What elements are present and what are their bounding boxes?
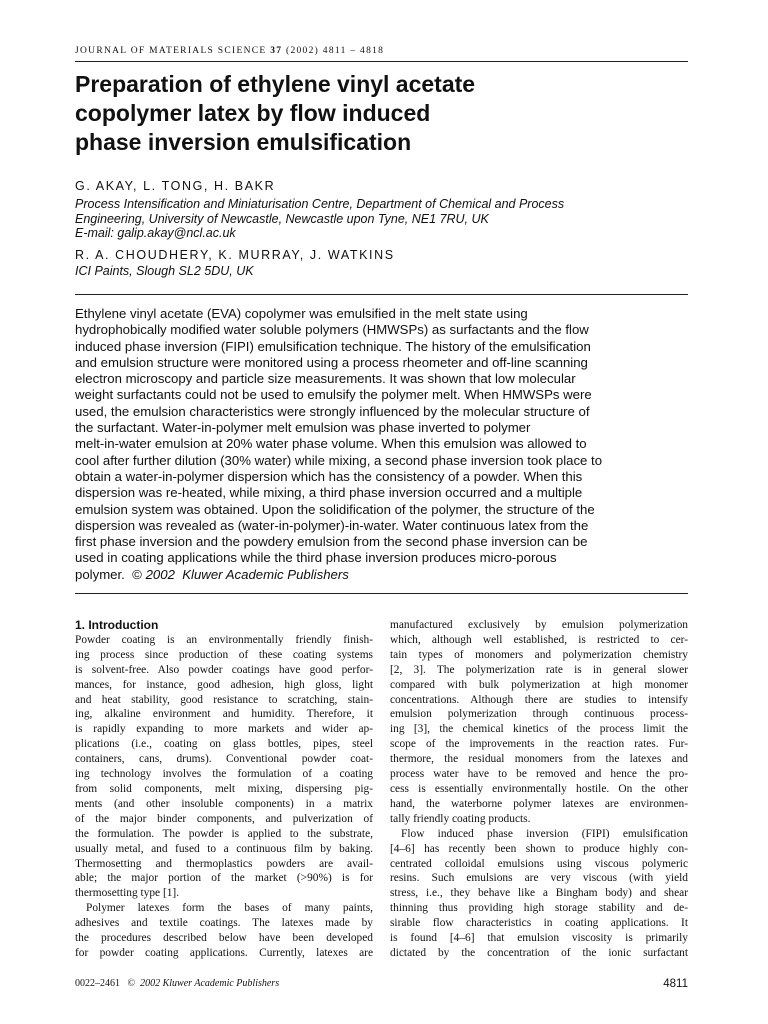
body-line: ing process since production of these coating systems (75, 648, 373, 661)
body-line: is solvent-free. Also powder coatings have good perfor- (75, 663, 373, 676)
author-email: E-mail: galip.akay@ncl.ac.uk (75, 226, 236, 240)
abstract-bottom-rule (75, 593, 688, 594)
abstract-line: weight surfactants could not be used to emulsify the polymer melt. When HMWSPs were (75, 387, 592, 403)
body-line: is rapidly expanding to more markets and wider ap- (75, 723, 373, 736)
abstract-line: electron microscopy and particle size measurements. It was shown that low molecular (75, 371, 576, 387)
body-line: cess is essentially environmentally hostile. On the other (390, 782, 688, 795)
body-line: tain types of monomers and polymerization chemistry (390, 648, 688, 661)
body-line: plications (i.e., coating on glass bottles, pipes, steel (75, 738, 373, 751)
body-line: usually metal, and fused to a continuous film by baking. (75, 842, 373, 855)
footer-copyright-symbol: © (127, 978, 136, 989)
body-line: tally friendly coating products. (390, 812, 531, 825)
left-column (75, 618, 373, 961)
right-column (390, 618, 688, 961)
journal-name: JOURNAL OF MATERIALS SCIENCE (75, 46, 267, 56)
body-line: Powder coating is an environmentally friendly finish- (75, 633, 373, 646)
footer-publisher: 2002 Kluwer Academic Publishers (140, 978, 280, 989)
section-heading: 1. Introduction (75, 618, 159, 632)
body-line: thinning thus providing high storage stability and de- (390, 902, 688, 915)
abstract-top-rule (75, 294, 688, 295)
body-line: thermore, the residual monomers from the latexes and (390, 753, 688, 766)
affiliation-line: Process Intensification and Miniaturisation Centre, Department of Chemical and Process (75, 197, 565, 211)
body-line: dictated by the concentration of the ionic surfactant (390, 946, 688, 959)
body-line: [4–6] has recently been shown to produce highly con- (390, 842, 688, 855)
abstract-line: dispersion was re-heated, while mixing, a third phase inversion occurred and a multiple (75, 485, 583, 501)
title-line: phase inversion emulsification (75, 129, 412, 155)
body-line: ing technology involves the formulation of a coating (75, 768, 373, 781)
paper-title (75, 70, 688, 157)
journal-year-pages: (2002) 4811 – 4818 (285, 46, 385, 56)
body-line: sirable flow characteristics in coating applications. It (390, 917, 688, 930)
abstract-line: first phase inversion and the powdery emulsion from the second phase inversion can be (75, 534, 588, 550)
abstract-publisher: Kluwer Academic Publishers (182, 566, 349, 582)
body-line: mances, for instance, good adhesion, high gloss, light (75, 678, 373, 691)
abstract-end-text: polymer. (75, 566, 125, 582)
body-line: Thermosetting and thermoplastics powders are avail- (75, 857, 373, 870)
body-line: concentrations. Although there are studies to intensify (390, 693, 688, 706)
body-line: compared with bulk polymerization at high monomer (390, 678, 688, 691)
abstract-line: melt-in-water emulsion at 20% water phase volume. When this emulsion was allowed to (75, 436, 587, 452)
abstract-line-last (75, 567, 688, 583)
body-line: for powder coating applications. Currently, latexes are (75, 946, 373, 959)
body-line: manufactured exclusively by emulsion polymerization (390, 619, 688, 631)
affiliation-2 (75, 264, 688, 279)
abstract (75, 306, 688, 583)
body-line: thermosetting type [1]. (75, 887, 180, 900)
footer-issn-line (75, 978, 279, 989)
body-line: adhesives and textile coatings. The latexes made by (75, 917, 373, 930)
body-line: and heat stability, good resistance to scratching, stain- (75, 693, 373, 706)
body-line: able; the major portion of the market (>90%) is for (75, 872, 373, 885)
body-line: hand, the waterborne polymer latexes are environmen- (390, 797, 688, 810)
abstract-line: emulsion system was obtained. Upon the solidification of the polymer, the structure of the (75, 501, 595, 517)
header-rule (75, 61, 688, 62)
body-line: is found [4–6] that emulsion viscosity is primarily (390, 932, 688, 945)
copyright-year: 2002 (145, 566, 175, 582)
page-number: 4811 (663, 978, 688, 990)
abstract-line: induced phase inversion (FIPI) emulsification technique. The history of the emulsification (75, 338, 591, 354)
abstract-line: used in coating applications while the third phase inversion produces micro-porous (75, 550, 557, 566)
body-line: emulsion polymerization through continuous process- (390, 708, 688, 721)
abstract-line: used, the emulsion characteristics were strongly influenced by the molecular structure of (75, 403, 590, 419)
body-line: which, although well established, is restricted to cer- (390, 633, 688, 646)
body-line: ing [3], the chemical kinetics of the process limit the (390, 723, 688, 736)
abstract-line: obtain a water-in-polymer dispersion which has the consistency of a powder. When this (75, 468, 583, 484)
body-line: ing, alkaline environment and humidity. Therefore, it (75, 708, 373, 721)
abstract-line: dispersion was revealed as (water-in-polymer)-in-water. Water continuous latex from the (75, 517, 589, 533)
author-list-1: G. AKAY, L. TONG, H. BAKR (75, 179, 276, 193)
issn: 0022–2461 (75, 978, 120, 989)
body-line: Polymer latexes form the bases of many paints, (86, 902, 373, 915)
abstract-line: cool after further dilution (30% water) while mixing, a second phase inversion took place to (75, 452, 603, 468)
abstract-line: Ethylene vinyl acetate (EVA) copolymer was emulsified in the melt state using (75, 306, 528, 321)
body-line: process water have to be removed and hence the pro- (390, 768, 688, 781)
journal-volume: 37 (270, 46, 283, 56)
body-line: ments (and other insoluble components) in a matrix (75, 797, 373, 810)
body-line: scope of the improvements in the reaction rates. Fur- (390, 738, 688, 751)
author-list-2: R. A. CHOUDHERY, K. MURRAY, J. WATKINS (75, 248, 395, 262)
body-line: containers, cans, drums). Conventional powder coat- (75, 753, 373, 766)
abstract-line: and emulsion structure were monitored using a process rheometer and off-line scanning (75, 354, 588, 370)
affiliation-1 (75, 197, 688, 241)
body-line: Flow induced phase inversion (FIPI) emulsification (401, 827, 688, 840)
body-line: of the major binder components, and pulverization of (75, 812, 373, 825)
body-line: the formulation. The powder is applied to the substrate, (75, 827, 373, 840)
body-line: [2, 3]. The polymerization rate is in general slower (390, 663, 688, 676)
copyright-symbol: © (132, 566, 142, 582)
body-line: stress, i.e., they behave like a Bingham body) and shear (390, 887, 688, 900)
affiliation-line: ICI Paints, Slough SL2 5DU, UK (75, 264, 254, 278)
abstract-line: hydrophobically modified water soluble polymers (HMWSPs) as surfactants and the flow (75, 322, 589, 338)
affiliation-line: Engineering, University of Newcastle, Newcastle upon Tyne, NE1 7RU, UK (75, 211, 489, 226)
body-line: the procedures described below have been developed (75, 932, 373, 945)
title-line: copolymer latex by flow induced (75, 100, 431, 126)
title-line: Preparation of ethylene vinyl acetate (75, 71, 476, 97)
abstract-line: the surfactant. Water-in-polymer melt emulsion was phase inverted to polymer (75, 420, 531, 436)
body-line: centrated colloidal emulsions using viscous polymeric (390, 857, 688, 870)
journal-header (75, 46, 384, 56)
body-line: resins. Such emulsions are very viscous (with yield (390, 872, 688, 885)
body-line: from solid components, melt mixing, dispersing pig- (75, 782, 373, 795)
